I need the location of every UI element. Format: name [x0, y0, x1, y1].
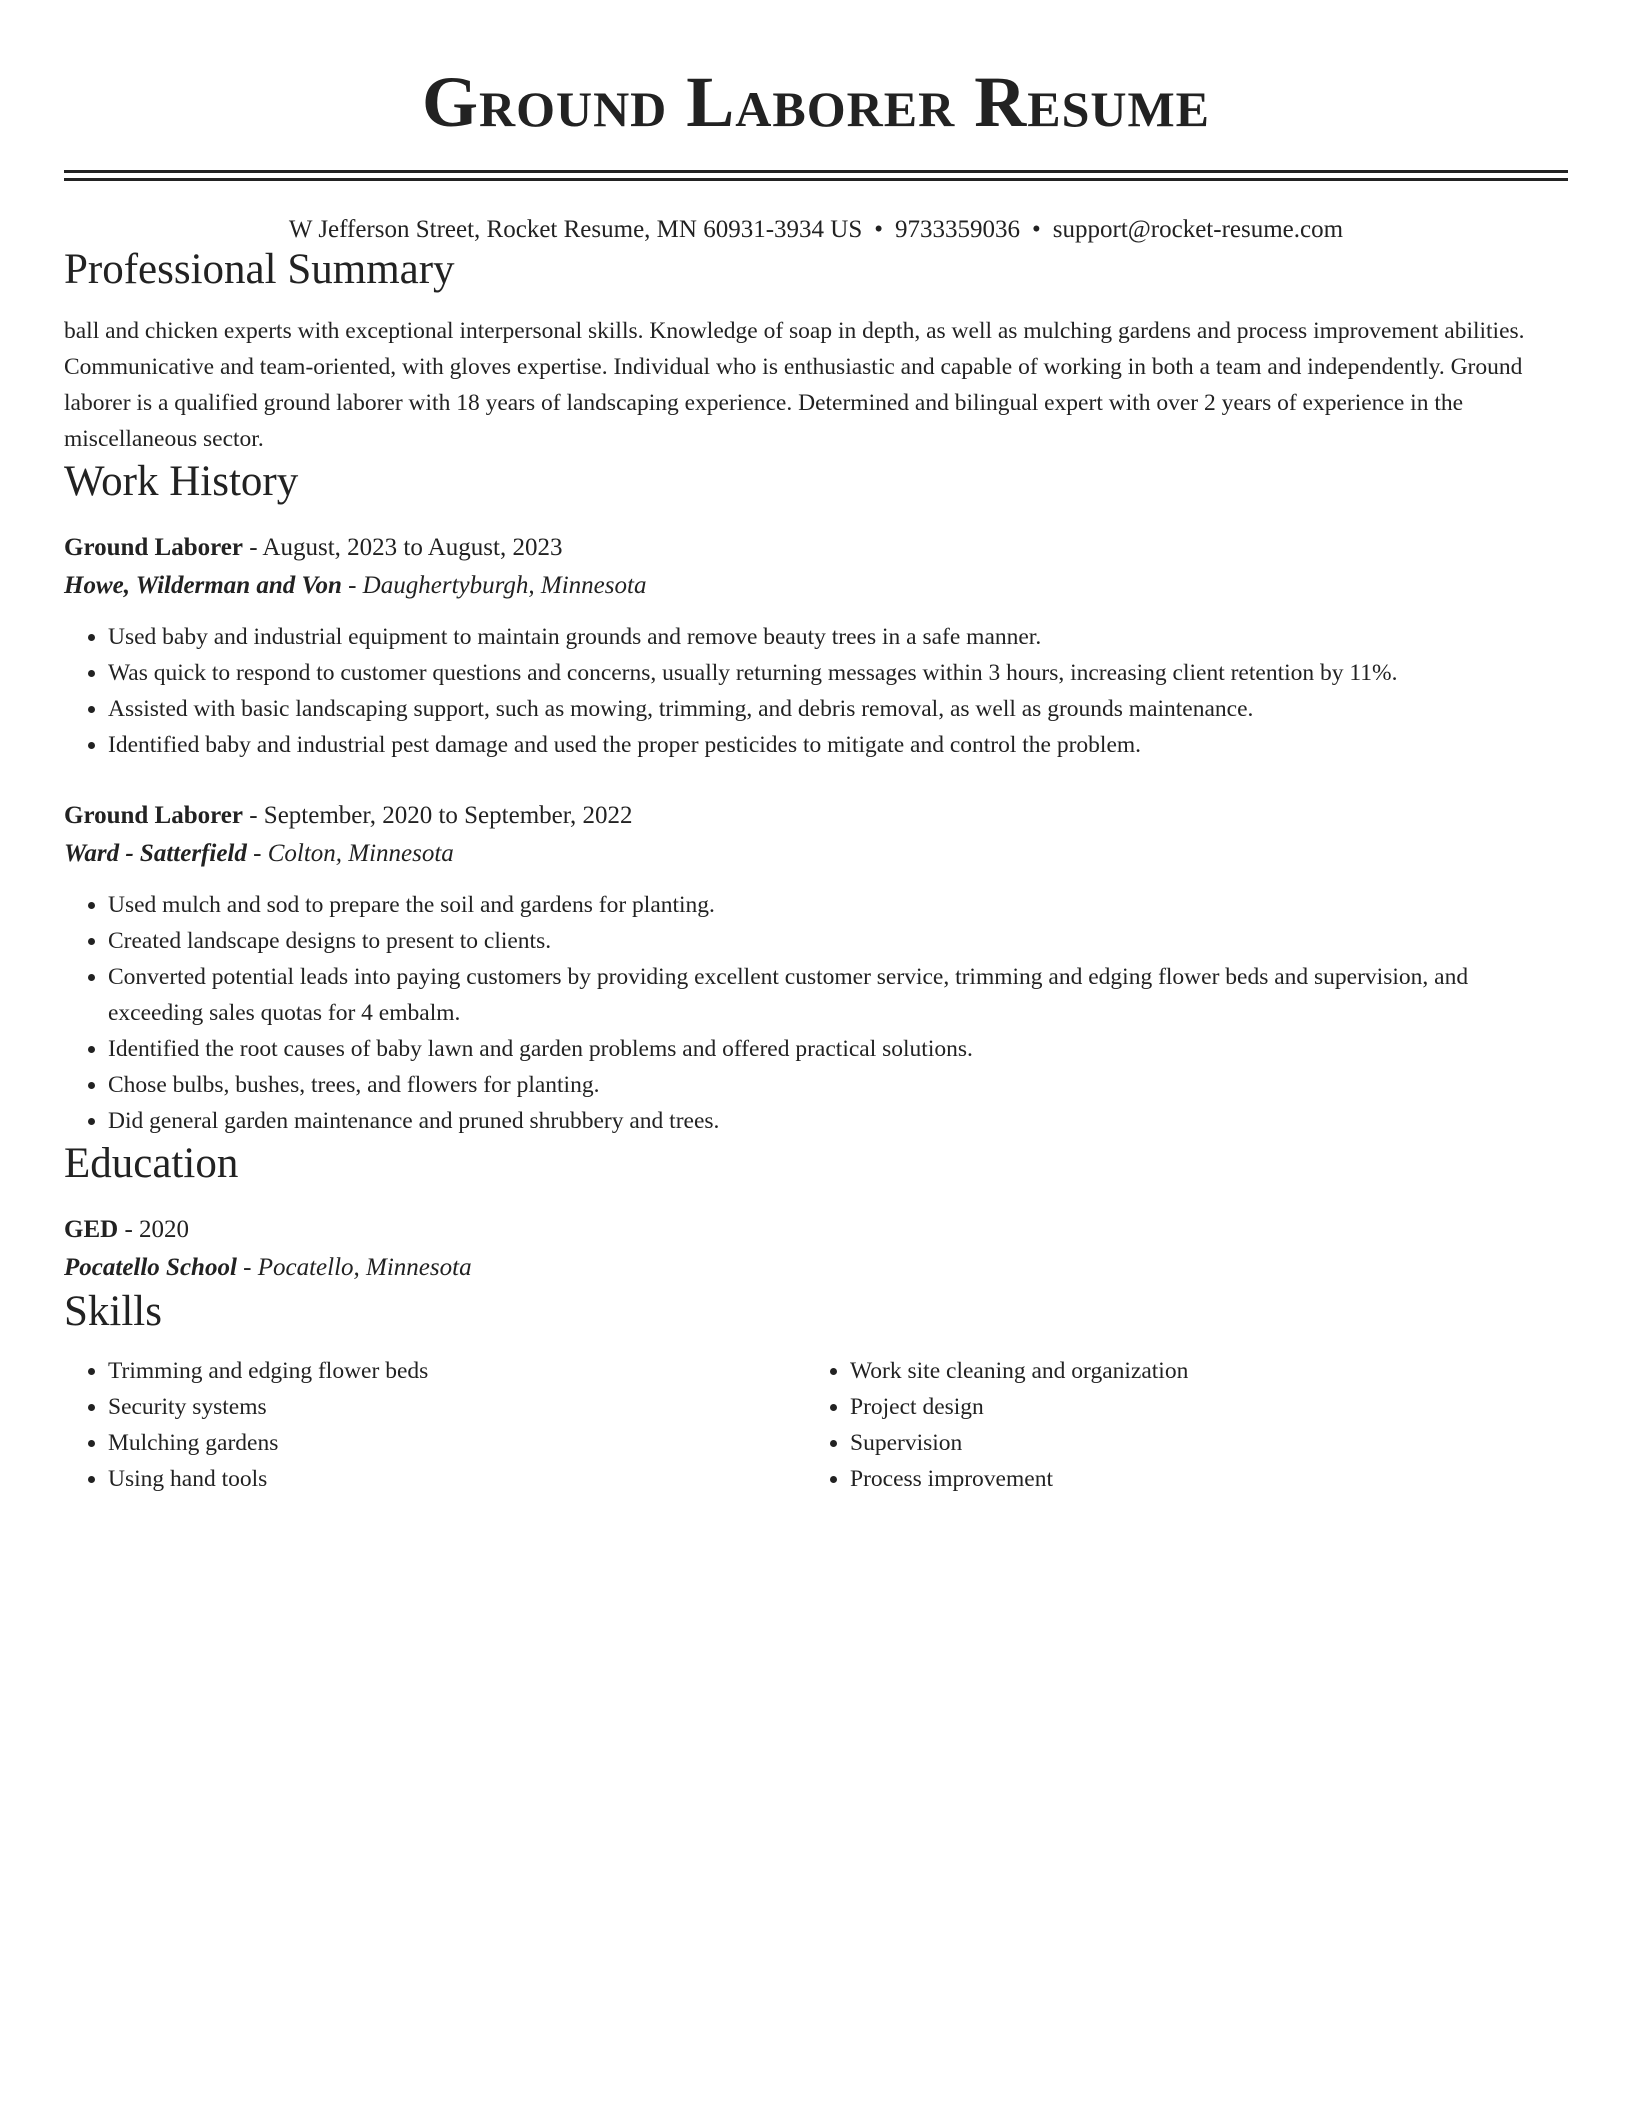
education-school: Pocatello School [64, 1254, 237, 1281]
job-location: - Daughertyburgh, Minnesota [341, 572, 647, 599]
job-dates: - September, 2020 to September, 2022 [242, 802, 633, 829]
job-bullet: • Used baby and industrial equipment to maintain grounds and remove beauty trees in a safe manner. [108, 619, 1568, 655]
education-entry [64, 1211, 1568, 1287]
education-year: - 2020 [118, 1216, 190, 1243]
job-bullet: • Used mulch and sod to prepare the soil and gardens for planting. [108, 887, 1568, 923]
job-bullet: • Converted potential leads into paying customers by providing excellent customer service, trimming and edging flower beds and supervision, and exceeding sales quotas for 4 embalm. [108, 959, 1568, 1031]
job-bullet: • Did general garden maintenance and pruned shrubbery and trees. [108, 1103, 1568, 1139]
job-bullets [64, 619, 1568, 763]
job-bullet: • Was quick to respond to customer questions and concerns, usually returning messages within 3 hours, increasing client retention by 11%. [108, 655, 1568, 691]
job-role: Ground Laborer [64, 802, 243, 829]
job-bullet: • Chose bulbs, bushes, trees, and flowers for planting. [108, 1067, 1568, 1103]
education-school-line [64, 1249, 1568, 1287]
job-role: Ground Laborer [64, 534, 243, 561]
contact-address: W Jefferson Street, Rocket Resume, MN 60931-3934 US [288, 216, 863, 243]
contact-line [64, 215, 1568, 245]
contact-email: support@rocket-resume.com [1052, 216, 1344, 243]
skill-item: • Mulching gardens [108, 1425, 806, 1461]
education-location: - Pocatello, Minnesota [236, 1254, 472, 1281]
job-company-line [64, 835, 1568, 873]
work-history-heading: Work History [64, 458, 299, 505]
job-bullet: • Identified baby and industrial pest damage and used the proper pesticides to mitigate and control the problem. [108, 727, 1568, 763]
resume-title: Ground Laborer Resume [421, 62, 1211, 142]
job-title-line [64, 529, 1568, 567]
skills-column-right [806, 1353, 1548, 1497]
skills-list [806, 1353, 1548, 1497]
skill-item: • Security systems [108, 1389, 806, 1425]
job-bullets [64, 887, 1568, 1139]
job-entry [64, 529, 1568, 763]
skill-item: • Project design [850, 1389, 1548, 1425]
job-company: Howe, Wilderman and Von [64, 572, 342, 599]
summary-heading: Professional Summary [64, 246, 455, 293]
skill-item: • Trimming and edging flower beds [108, 1353, 806, 1389]
skills-list [64, 1353, 806, 1497]
job-bullet: • Identified the root causes of baby lawn and garden problems and offered practical solutions. [108, 1031, 1568, 1067]
title-double-rule [64, 170, 1568, 181]
summary-text: ball and chicken experts with exceptional interpersonal skills. Knowledge of soap in depth, as well as mulching gardens and process improvement abilities. Communicative and team-oriented, with gloves expertise. Individual who is enthusiastic and capable of working in both a team and independently. Ground laborer is a qualified ground laborer with 18 years of landscaping experience. Determined and bilingual expert with over 2 years of experience in the miscellaneous sector. [64, 318, 1525, 452]
job-location: - Colton, Minnesota [246, 840, 454, 867]
education-degree-line [64, 1211, 1568, 1249]
contact-phone: 9733359036 [895, 216, 1020, 243]
education-degree: GED [64, 1216, 119, 1243]
skill-item: • Work site cleaning and organization [850, 1353, 1548, 1389]
skill-item: • Using hand tools [108, 1461, 806, 1497]
job-title-line [64, 797, 1568, 835]
job-company-line [64, 567, 1568, 605]
job-company: Ward - Satterfield [64, 840, 247, 867]
education-heading: Education [64, 1140, 239, 1187]
job-dates: - August, 2023 to August, 2023 [242, 534, 563, 561]
skills-grid [64, 1353, 1568, 1497]
job-entry [64, 797, 1568, 1139]
skills-column-left [64, 1353, 806, 1497]
contact-separator: • [874, 216, 883, 243]
skills-heading: Skills [64, 1288, 162, 1335]
skill-item: • Process improvement [850, 1461, 1548, 1497]
job-bullet: • Created landscape designs to present to clients. [108, 923, 1568, 959]
job-bullet: • Assisted with basic landscaping support, such as mowing, trimming, and debris removal, as well as grounds maintenance. [108, 691, 1568, 727]
skill-item: • Supervision [850, 1425, 1548, 1461]
contact-separator: • [1032, 216, 1041, 243]
